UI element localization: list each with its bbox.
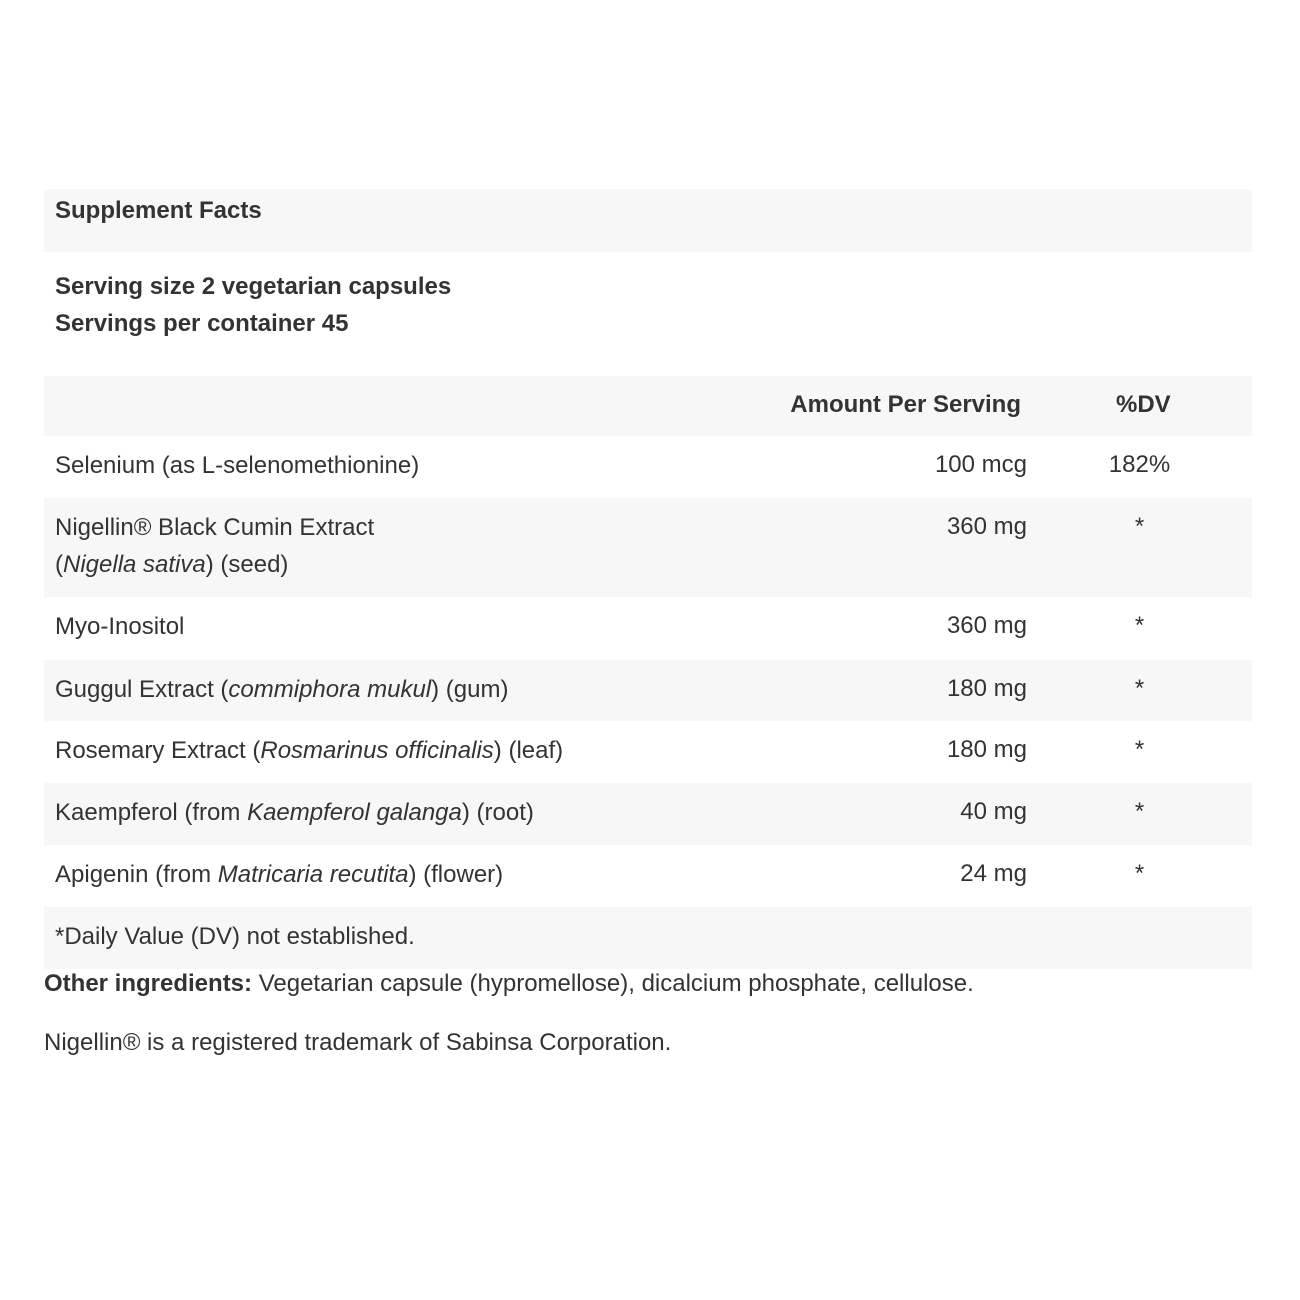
ingredient-dv: 182% [1108, 451, 1171, 478]
ingredient-name-line [55, 546, 758, 583]
ingredient-name-line [55, 794, 758, 831]
ingredient-amount: 100 mcg [934, 451, 1027, 478]
ingredient-dv: * [1027, 660, 1252, 721]
table-row [44, 660, 1252, 721]
dv-footnote: *Daily Value (DV) not established. [44, 907, 1252, 969]
table-header-row [44, 376, 1252, 436]
header-dv-column: %DV [1027, 376, 1252, 436]
servings-per-container: Servings per container 45 [55, 310, 349, 337]
table-row [44, 845, 1252, 907]
other-ingredients-label: Other ingredients: [44, 970, 253, 997]
ingredient-name [44, 845, 769, 907]
ingredient-name [44, 436, 769, 498]
ingredient-name-part: ) (seed) [205, 551, 289, 578]
ingredient-name-part: Nigella sativa [63, 551, 206, 578]
nutrients-table [44, 376, 1252, 969]
ingredient-dv: * [1027, 783, 1252, 845]
ingredient-name-line [55, 732, 758, 769]
ingredient-name [44, 597, 769, 660]
ingredient-name [44, 721, 769, 783]
ingredient-dv: * [1134, 860, 1145, 887]
header-amount-column: Amount Per Serving [769, 376, 1027, 436]
ingredient-amount: 24 mg [960, 860, 1027, 887]
ingredient-name-line [55, 608, 758, 645]
ingredient-name-part: ( [55, 551, 63, 578]
ingredient-name [44, 660, 769, 721]
ingredient-amount: 180 mg [769, 660, 1027, 721]
ingredient-amount: 180 mg [946, 736, 1027, 763]
table-row [44, 721, 1252, 783]
footnote-row [44, 907, 1252, 969]
header-name-column [44, 376, 769, 436]
table-row [44, 597, 1252, 660]
ingredient-name-part: Selenium (as L-selenomethionine) [55, 452, 420, 479]
ingredient-name-part: Guggul Extract ( [55, 676, 229, 703]
ingredient-name [44, 498, 769, 597]
ingredient-name [44, 783, 769, 845]
ingredient-name-part: Kaempferol galanga [247, 799, 462, 826]
ingredient-dv: * [1134, 736, 1145, 763]
table-row [44, 498, 1252, 597]
ingredient-amount: 360 mg [769, 498, 1027, 597]
panel-title: Supplement Facts [44, 189, 1252, 252]
ingredient-name-part: ) (flower) [408, 861, 504, 888]
ingredient-name-part: Matricaria recutita [217, 861, 409, 888]
other-ingredients [44, 965, 974, 1002]
serving-info [44, 252, 1252, 376]
ingredient-name-part: ) (gum) [431, 676, 509, 703]
ingredient-name-part: Apigenin (from [55, 861, 218, 888]
table-row [44, 436, 1252, 498]
ingredient-dv: * [1027, 498, 1252, 597]
ingredient-name-part: Nigellin® Black Cumin Extract [55, 514, 375, 541]
ingredient-name-part: Myo-Inositol [55, 613, 185, 640]
ingredient-name-part: Rosemary Extract ( [55, 737, 261, 764]
ingredient-name-part: Rosmarinus officinalis [260, 737, 494, 764]
ingredient-name-part: commiphora mukul [228, 676, 432, 703]
ingredient-name-line [55, 856, 758, 893]
ingredient-amount: 360 mg [946, 612, 1027, 639]
ingredient-name-part: ) (root) [461, 799, 534, 826]
ingredient-dv: * [1134, 612, 1145, 639]
trademark-note: Nigellin® is a registered trademark of Sabinsa Corporation. [44, 1029, 672, 1056]
other-ingredients-text: Vegetarian capsule (hypromellose), dicalcium phosphate, cellulose. [252, 970, 974, 997]
supplement-facts-panel [44, 189, 1252, 969]
serving-size: Serving size 2 vegetarian capsules [55, 273, 452, 300]
nutrients-rows [44, 436, 1252, 907]
ingredient-name-line [55, 671, 758, 708]
ingredient-name-line [55, 447, 758, 484]
table-row [44, 783, 1252, 845]
ingredient-amount: 40 mg [769, 783, 1027, 845]
ingredient-name-part: Kaempferol (from [55, 799, 248, 826]
ingredient-name-line [55, 509, 758, 546]
ingredient-name-part: ) (leaf) [493, 737, 564, 764]
